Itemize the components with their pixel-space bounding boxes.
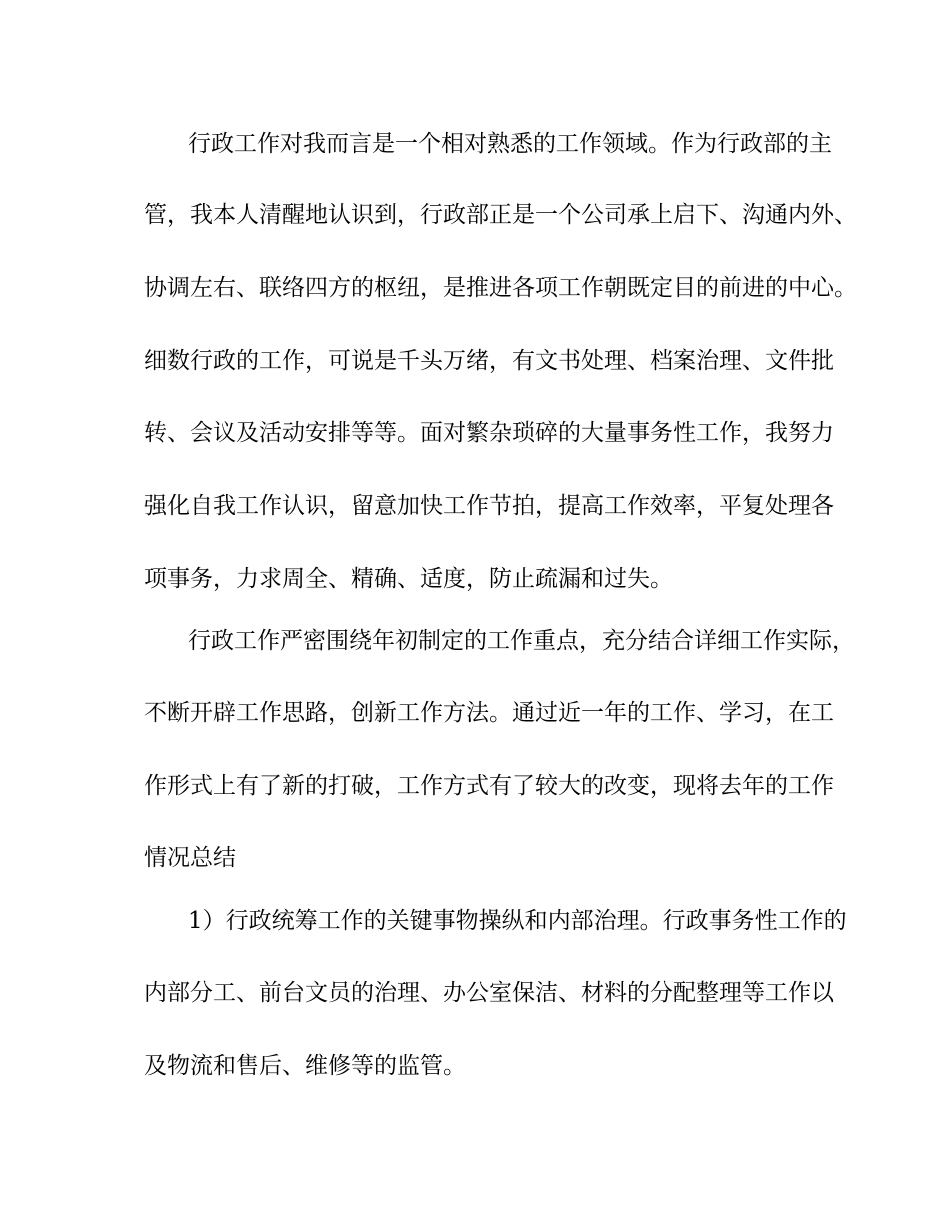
paragraph-3-line-2: 内部分工、前台文员的治理、办公室保洁、材料的分配整理等工作以 — [144, 980, 834, 1006]
paragraph-1-line-5: 转、会议及活动安排等等。面对繁杂琐碎的大量事务性工作，我努力 — [144, 420, 834, 446]
paragraph-2-line-3: 作形式上有了新的打破，工作方式有了较大的改变，现将去年的工作 — [144, 773, 834, 799]
paragraph-3-line-1: 1）行政统筹工作的关键事物操纵和内部治理。行政事务性工作的 — [188, 908, 847, 934]
paragraph-3-line-3: 及物流和售后、维修等的监管。 — [144, 1053, 466, 1079]
paragraph-2-line-4: 情况总结 — [144, 845, 236, 871]
paragraph-1-line-6: 强化自我工作认识，留意加快工作节拍，提高工作效率，平复处理各 — [144, 493, 834, 519]
paragraph-2-line-1: 行政工作严密围绕年初制定的工作重点，充分结合详细工作实际， — [188, 628, 855, 654]
paragraph-1-line-1: 行政工作对我而言是一个相对熟悉的工作领域。作为行政部的主 — [188, 131, 832, 157]
paragraph-1-line-3: 协调左右、联络四方的枢纽，是推进各项工作朝既定目的前进的中心。 — [144, 275, 857, 301]
paragraph-1-line-2: 管，我本人清醒地认识到，行政部正是一个公司承上启下、沟通内外、 — [144, 202, 857, 228]
paragraph-1-line-7: 项事务，力求周全、精确、适度，防止疏漏和过失。 — [144, 566, 673, 592]
paragraph-1-line-4: 细数行政的工作，可说是千头万绪，有文书处理、档案治理、文件批 — [144, 348, 834, 374]
paragraph-2-line-2: 不断开辟工作思路，创新工作方法。通过近一年的工作、学习，在工 — [144, 700, 834, 726]
